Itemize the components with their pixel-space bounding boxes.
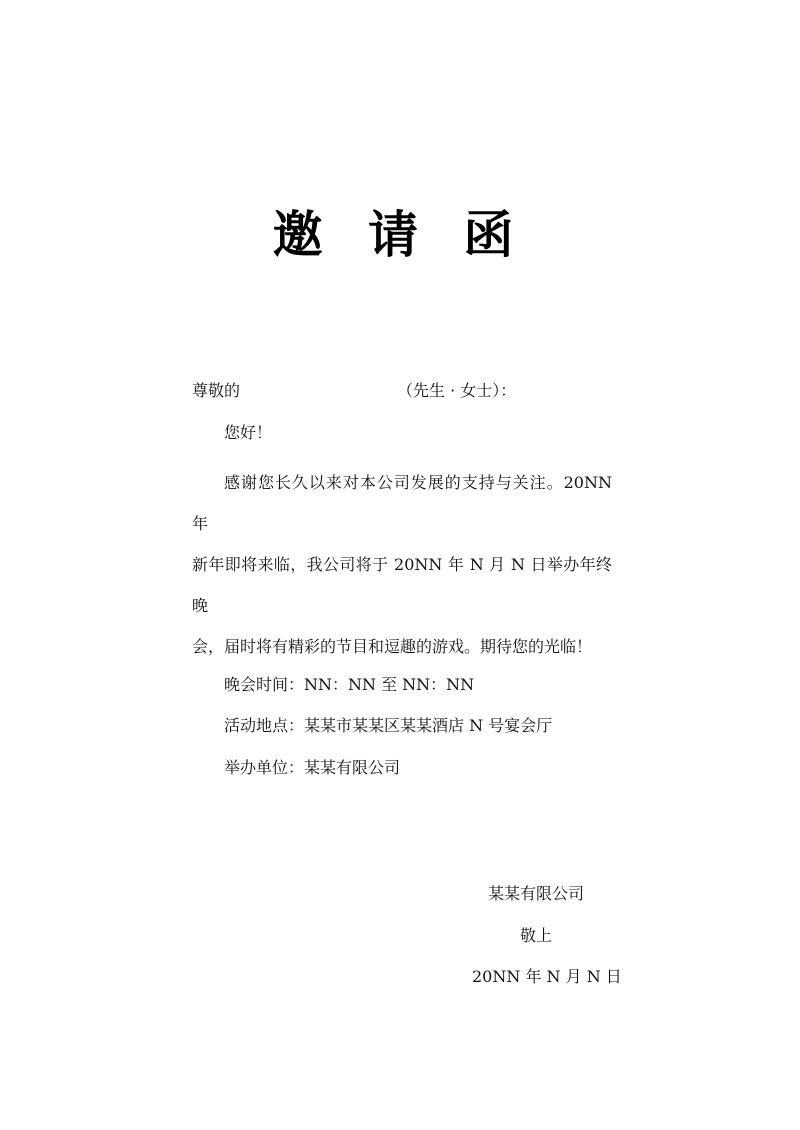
event-time: 晚会时间：NN：NN 至 NN：NN	[224, 675, 475, 694]
hello-text: 您好！	[224, 423, 273, 442]
event-venue: 活动地点：某某市某某区某某酒店 N 号宴会厅	[224, 716, 553, 735]
body-paragraph	[192, 462, 612, 667]
event-host: 举办单位：某某有限公司	[224, 758, 401, 777]
body-line: 感谢您长久以来对本公司发展的支持与关注。20NN 年	[192, 473, 612, 533]
body-line: 新年即将来临，我公司将于 20NN 年 N 月 N 日举办年终晚	[192, 555, 612, 615]
salutation-line	[192, 380, 516, 402]
signature-date: 20NN 年 N 月 N 日	[472, 967, 622, 986]
signature-closing: 敬上	[520, 926, 553, 945]
signature-company: 某某有限公司	[488, 884, 585, 903]
body-line: 会，届时将有精彩的节目和逗趣的游戏。期待您的光临！	[192, 637, 593, 656]
salutation-suffix: （先生 · 女士）：	[397, 381, 517, 400]
page-title: 邀 请 函	[272, 205, 528, 264]
salutation-prefix: 尊敬的	[192, 381, 241, 400]
